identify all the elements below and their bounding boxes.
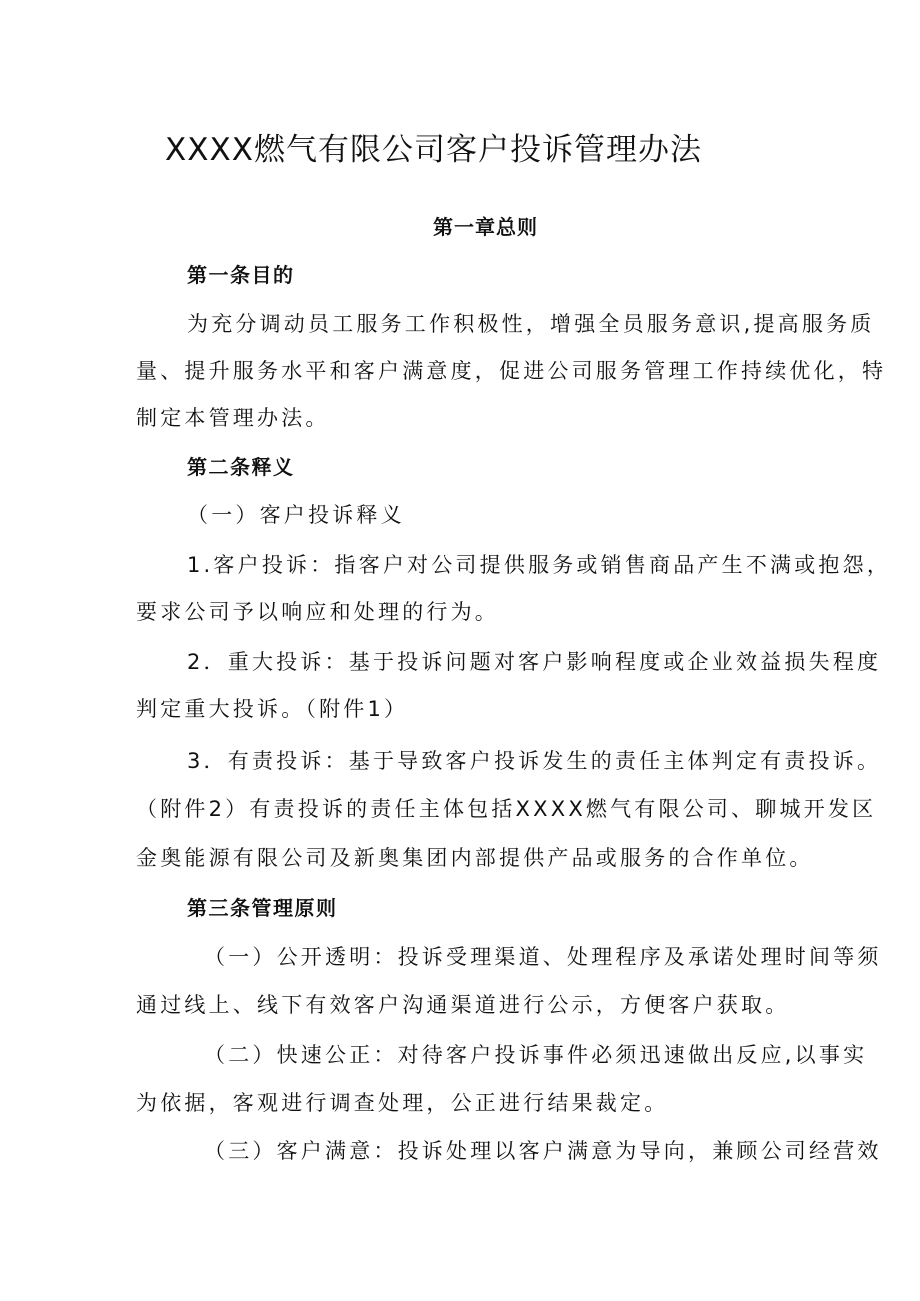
article-2-item-line: 2．重大投诉：基于投诉问题对客户影响程度或企业效益损失程度: [187, 650, 882, 674]
article-3-paragraph-line: （二）快速公正：对待客户投诉事件必须迅速做出反应,以事实: [204, 1043, 868, 1067]
article-2-item-line: （附件2）有责投诉的责任主体包括XXXX燃气有限公司、聊城开发区: [136, 797, 877, 821]
article-3-paragraph-line: （一）公开透明：投诉受理渠道、处理程序及承诺处理时间等须: [204, 945, 882, 969]
chapter-heading: 第一章总则: [433, 215, 538, 239]
article-2-item-line: 判定重大投诉。（附件1）: [136, 697, 409, 721]
article-1-paragraph-line: 为充分调动员工服务工作积极性，增强全员服务意识,提高服务质: [187, 312, 875, 336]
article-1-paragraph-line: 制定本管理办法。: [136, 406, 330, 430]
article-3-paragraph-line: （三）客户满意：投诉处理以客户满意为导向，兼顾公司经营效: [204, 1139, 882, 1163]
document-title: XXXX燃气有限公司客户投诉管理办法: [165, 132, 702, 168]
article-3-heading: 第三条管理原则: [187, 896, 338, 920]
article-3-paragraph-line: 通过线上、线下有效客户沟通渠道进行公示，方便客户获取。: [136, 993, 790, 1017]
article-2-item-line: 要求公司予以响应和处理的行为。: [136, 600, 499, 624]
article-2-item-line: 3．有责投诉：基于导致客户投诉发生的责任主体判定有责投诉。: [187, 749, 882, 773]
article-1-heading: 第一条目的: [187, 263, 295, 287]
article-2-subheading: （一）客户投诉释义: [187, 503, 405, 527]
article-2-heading: 第二条释义: [187, 455, 295, 479]
article-1-paragraph-line: 量、提升服务水平和客户满意度，促进公司服务管理工作持续优化，特: [136, 359, 887, 383]
article-3-paragraph-line: 为依据，客观进行调查处理，公正进行结果裁定。: [136, 1091, 669, 1115]
article-2-item-line: 金奥能源有限公司及新奥集团内部提供产品或服务的合作单位。: [136, 846, 814, 870]
article-2-item-line: 1.客户投诉：指客户对公司提供服务或销售商品产生不满或抱怨，: [187, 553, 892, 577]
